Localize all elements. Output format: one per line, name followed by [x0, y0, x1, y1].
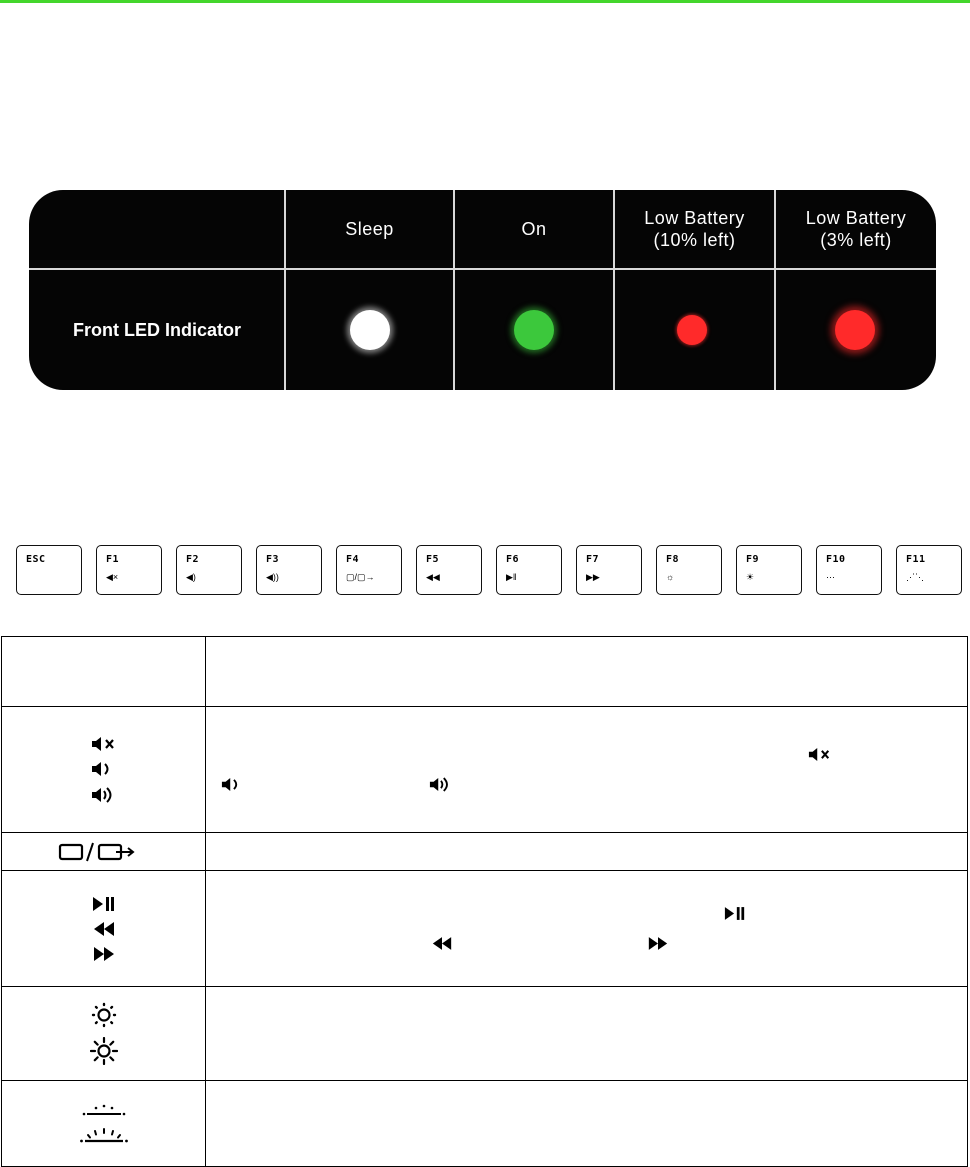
function-key-table: [1, 636, 968, 1167]
key-label: F8: [666, 554, 680, 565]
brightness-up-icon: ☀: [746, 572, 755, 582]
key-f4: [336, 545, 402, 595]
key-label: F10: [826, 554, 846, 565]
key-label: F2: [186, 554, 200, 565]
brightness-up-icon: [90, 1037, 118, 1065]
table-row-display: [2, 833, 968, 871]
mute-icon: [808, 747, 832, 762]
key-f11: [896, 545, 962, 595]
fast-forward-icon: [92, 946, 116, 962]
backlight-icons-cell: [2, 1081, 206, 1167]
key-esc: [16, 545, 82, 595]
led-low-battery-3-dot: [835, 310, 875, 350]
brightness-icons-cell: [2, 987, 206, 1081]
play-pause-icon: ▶ǁ: [506, 572, 517, 582]
header-description-cell: [206, 637, 968, 707]
led-on-dot: [514, 310, 554, 350]
table-row-media: [2, 871, 968, 987]
key-label: F7: [586, 554, 600, 565]
key-label: F9: [746, 554, 760, 565]
function-key-row: [0, 545, 970, 597]
rewind-icon: [431, 936, 453, 951]
top-accent-bar: [0, 0, 970, 3]
backlight-down-icon: ⋯: [826, 572, 835, 582]
table-row-brightness: [2, 987, 968, 1081]
key-label: ESC: [26, 554, 46, 565]
volume-description-cell: [206, 707, 968, 833]
key-label: F11: [906, 554, 926, 565]
key-label: F4: [346, 554, 360, 565]
key-f3: [256, 545, 322, 595]
play-pause-icon: [724, 906, 746, 921]
play-pause-icon: [92, 896, 116, 912]
volume-icons-cell: [2, 707, 206, 833]
backlight-up-icon: ⋰⋱: [906, 572, 924, 582]
table-row-backlight: [2, 1081, 968, 1167]
volume-up-icon: [429, 776, 453, 793]
key-f8: [656, 545, 722, 595]
display-description-cell: [206, 833, 968, 871]
led-indicator-table: [29, 190, 936, 390]
display-icon-cell: [2, 833, 206, 871]
volume-down-icon: [91, 761, 117, 777]
key-label: F1: [106, 554, 120, 565]
media-description-cell: [206, 871, 968, 987]
brightness-down-icon: ☼: [666, 572, 675, 582]
brightness-down-icon: [91, 1002, 117, 1028]
led-low-battery-10-dot: [677, 315, 707, 345]
key-f2: [176, 545, 242, 595]
mute-icon: ◀×: [106, 572, 119, 582]
fast-forward-icon: [647, 936, 669, 951]
key-f10: [816, 545, 882, 595]
header-sleep: Sleep: [345, 219, 394, 239]
display-toggle-icon: [58, 842, 150, 862]
volume-down-icon: [221, 777, 245, 792]
key-label: F6: [506, 554, 520, 565]
key-label: F5: [426, 554, 440, 565]
table-header-row: [2, 637, 968, 707]
backlight-down-icon: [81, 1102, 127, 1118]
header-low-battery-3: Low Battery (3% left): [805, 208, 907, 250]
key-f7: [576, 545, 642, 595]
front-led-indicator-label: Front LED Indicator: [73, 319, 241, 340]
header-icon-cell: [2, 637, 206, 707]
led-sleep-dot: [350, 310, 390, 350]
display-toggle-icon: ▢/▢→: [346, 572, 375, 582]
key-f6: [496, 545, 562, 595]
key-f5: [416, 545, 482, 595]
rewind-icon: [92, 921, 116, 937]
media-icons-cell: [2, 871, 206, 987]
volume-up-icon: [91, 786, 117, 804]
key-label: F3: [266, 554, 280, 565]
header-on: On: [521, 219, 547, 239]
mute-icon: [91, 736, 117, 752]
rewind-icon: ◀◀: [426, 572, 440, 582]
key-f9: [736, 545, 802, 595]
volume-down-icon: ◀): [186, 572, 196, 582]
key-f1: [96, 545, 162, 595]
table-row-volume: [2, 707, 968, 833]
brightness-description-cell: [206, 987, 968, 1081]
volume-up-icon: ◀)): [266, 572, 279, 582]
backlight-description-cell: [206, 1081, 968, 1167]
header-low-battery-10: Low Battery (10% left): [644, 208, 745, 250]
fast-forward-icon: ▶▶: [586, 572, 600, 582]
backlight-up-icon: [79, 1127, 129, 1145]
